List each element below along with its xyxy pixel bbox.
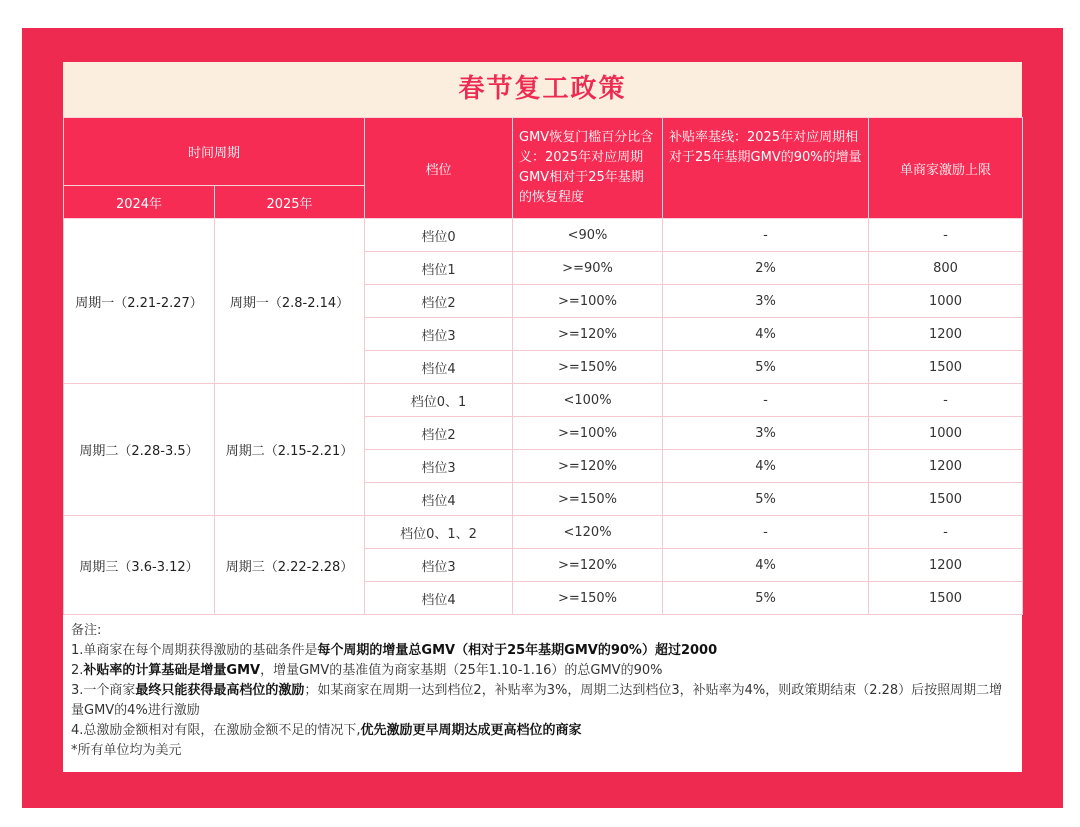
- cell-tier: 档位4: [365, 351, 513, 384]
- cell-cap: 1500: [869, 483, 1023, 516]
- cell-cap: -: [869, 384, 1023, 417]
- note-2: [71, 661, 1014, 681]
- cell-tier: 档位3: [365, 318, 513, 351]
- cell-subsidy-rate: 3%: [663, 417, 869, 450]
- note-bold: 优先激励更早周期达成更高档位的商家: [360, 723, 582, 738]
- cell-cap: -: [869, 219, 1023, 252]
- note-bold: 最终只能获得最高档位的激励: [135, 683, 305, 698]
- period-p2024: 周期二（2.28-3.5）: [64, 384, 215, 516]
- cell-gmv-threshold: >=100%: [513, 285, 663, 318]
- period-p2025: 周期三（2.22-2.28）: [215, 516, 365, 615]
- header-2024: 2024年: [64, 186, 215, 219]
- cell-cap: 800: [869, 252, 1023, 285]
- cell-subsidy-rate: 4%: [663, 318, 869, 351]
- header-2025: 2025年: [215, 186, 365, 219]
- cell-tier: 档位0: [365, 219, 513, 252]
- cell-cap: 1000: [869, 285, 1023, 318]
- note-bold: 补贴率的计算基础是增量GMV: [83, 663, 261, 678]
- cell-subsidy-rate: -: [663, 219, 869, 252]
- cell-gmv-threshold: <120%: [513, 516, 663, 549]
- cell-tier: 档位0、1、2: [365, 516, 513, 549]
- period-p2025: 周期二（2.15-2.21）: [215, 384, 365, 516]
- cell-tier: 档位4: [365, 483, 513, 516]
- table-row: [64, 516, 1023, 549]
- cell-subsidy-rate: 5%: [663, 351, 869, 384]
- cell-tier: 档位4: [365, 582, 513, 615]
- table-row: [64, 384, 1023, 417]
- policy-table: [63, 117, 1023, 615]
- cell-gmv-threshold: >=150%: [513, 582, 663, 615]
- note-5: *所有单位均为美元: [71, 743, 182, 758]
- cell-tier: 档位1: [365, 252, 513, 285]
- header-cap: 单商家激励上限: [869, 118, 1023, 219]
- cell-cap: 1500: [869, 351, 1023, 384]
- cell-subsidy-rate: -: [663, 516, 869, 549]
- period-p2024: 周期一（2.21-2.27）: [64, 219, 215, 384]
- cell-subsidy-rate: 2%: [663, 252, 869, 285]
- cell-gmv-threshold: <90%: [513, 219, 663, 252]
- cell-tier: 档位2: [365, 285, 513, 318]
- cell-gmv-threshold: >=120%: [513, 450, 663, 483]
- cell-subsidy-rate: 4%: [663, 549, 869, 582]
- cell-gmv-threshold: <100%: [513, 384, 663, 417]
- cell-gmv-threshold: >=120%: [513, 318, 663, 351]
- header-tier: 档位: [365, 118, 513, 219]
- cell-tier: 档位3: [365, 549, 513, 582]
- header-period: 时间周期: [64, 118, 365, 186]
- notes-label: 备注:: [71, 623, 102, 638]
- cell-gmv-threshold: >=90%: [513, 252, 663, 285]
- table-row: [64, 219, 1023, 252]
- note-text: 2.: [71, 663, 84, 678]
- header-gmv-threshold: GMV恢复门槛百分比含义：2025年对应周期GMV相对于25年基期的恢复程度: [513, 118, 663, 219]
- period-p2025: 周期一（2.8-2.14）: [215, 219, 365, 384]
- poster-background: [22, 28, 1063, 808]
- cell-tier: 档位3: [365, 450, 513, 483]
- note-bold: 每个周期的增量总GMV（相对于25年基期GMV的90%）超过2000: [317, 643, 718, 658]
- cell-tier: 档位2: [365, 417, 513, 450]
- cell-subsidy-rate: 3%: [663, 285, 869, 318]
- page-title: 春节复工政策: [63, 62, 1022, 117]
- cell-subsidy-rate: 4%: [663, 450, 869, 483]
- cell-gmv-threshold: >=150%: [513, 351, 663, 384]
- notes: [63, 615, 1022, 767]
- policy-card: [63, 62, 1022, 772]
- note-text: 1.单商家在每个周期获得激励的基础条件是: [71, 643, 318, 658]
- cell-gmv-threshold: >=120%: [513, 549, 663, 582]
- cell-gmv-threshold: >=150%: [513, 483, 663, 516]
- cell-cap: 1000: [869, 417, 1023, 450]
- cell-cap: -: [869, 516, 1023, 549]
- note-4: [71, 721, 1014, 741]
- note-1: [71, 641, 1014, 661]
- cell-cap: 1200: [869, 318, 1023, 351]
- note-3: [71, 681, 1014, 721]
- cell-subsidy-rate: 5%: [663, 483, 869, 516]
- cell-gmv-threshold: >=100%: [513, 417, 663, 450]
- note-text: 4.总激励金额相对有限，在激励金额不足的情况下,: [71, 723, 361, 738]
- cell-subsidy-rate: 5%: [663, 582, 869, 615]
- cell-subsidy-rate: -: [663, 384, 869, 417]
- note-text: ；如某商家在周期一达到档位2，补贴率为3%，周期二达到档位3，补贴率为4%，则政策期结束（2.28）后按照周期二增量GMV的4%进行激励: [71, 683, 1003, 718]
- period-p2024: 周期三（3.6-3.12）: [64, 516, 215, 615]
- cell-tier: 档位0、1: [365, 384, 513, 417]
- cell-cap: 1200: [869, 450, 1023, 483]
- cell-cap: 1200: [869, 549, 1023, 582]
- note-text: 3.一个商家: [71, 683, 136, 698]
- header-subsidy-rate: 补贴率基线：2025年对应周期相对于25年基期GMV的90%的增量: [663, 118, 869, 219]
- cell-cap: 1500: [869, 582, 1023, 615]
- note-text: ，增量GMV的基准值为商家基期（25年1.10-1.16）的总GMV的90%: [260, 663, 663, 678]
